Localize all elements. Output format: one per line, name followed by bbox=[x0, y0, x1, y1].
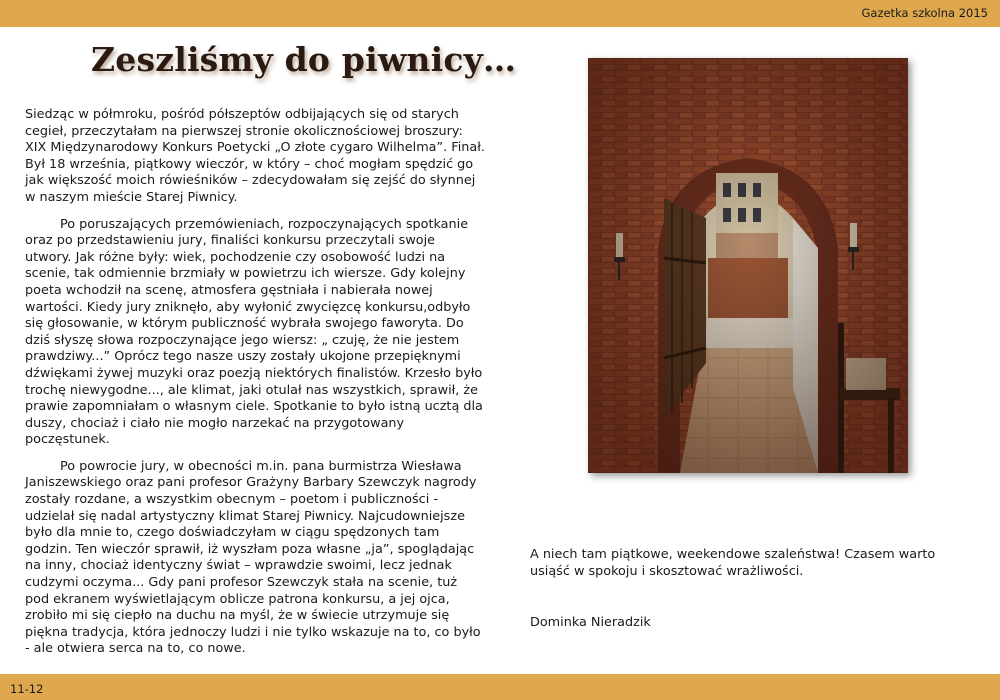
article-paragraph-3: Po powrocie jury, w obecności m.in. pana burmistrza Wiesława Janiszewskiego oraz pani profesor Grażyny Barbary Szewczyk nagrody zostały rozdane, a wszystkim obecnym – poetom i publiczności - udzielał się nadal artystyczny klimat Starej Piwnicy. Najcudowniejsze było dla mnie to, czego doświadczyłam w ciągu spędzonych tam godzin. Ten wieczór sprawił, iż wyszłam poza własne „ja”, spoglądając na inny, chociaż identyczny świat – wprawdzie swoimi, lecz jednak cudzymi oczyma... Gdy pani profesor Szewczyk stała na scenie, tuż pod ekranem wyświetlającym oblicze patrona konkursu, a jej ojca, zrobiło mi się ciepło na duchu na myśl, że w świecie utrzymuje się piękna tradycja, która jednoczy ludzi i nie tylko wskazuje na to, co było - ale otwiera serca na to, co nowe. bbox=[25, 458, 481, 657]
article-title: Zeszliśmy do piwnicy… bbox=[91, 40, 517, 79]
page-numbers: 11-12 bbox=[10, 682, 44, 696]
article-body bbox=[25, 107, 485, 668]
article-paragraph-2: Po poruszających przemówieniach, rozpoczynających spotkanie oraz po przedstawieniu jury, finaliści konkursu przeczytali swoje utwory. Jak różne były: wiek, pochodzenie czy osobowość ludzi na scenie, tak odmiennie brzmiały w powietrzu ich wiersze. Gdy kolejny poeta wchodził na scenę, atmosfera gęstniała i nabierała nowej wartości. Kiedy jury zniknęło, aby wyłonić zwycięzcę konkursu,odbyło się głosowanie, w którym publiczność wybrała swojego faworyta. Do dziś słyszę słowa rozpoczynające jego wiersz: „ czuję, że nie jestem prawdziwy...” Oprócz tego nasze uszy zostały ukojone przepięknymi dźwiękami żywej muzyki oraz poezją niektórych finalistów. Krzesło było trochę niewygodne..., ale klimat, jaki otulał nas wszystkich, sprawił, że prawie zapomniałam o własnym ciele. Spotkanie to było istną ucztą dla duszy, chociaż i ciało nie mogło narzekać na przygotowany poczęstunek. bbox=[25, 216, 483, 448]
cellar-photo bbox=[588, 58, 908, 473]
closing-paragraph: A niech tam piątkowe, weekendowe szaleństwa! Czasem warto usiąść w spokoju i skosztować wrażliwości. bbox=[530, 547, 936, 579]
publication-label: Gazetka szkolna 2015 bbox=[861, 6, 988, 20]
article-paragraph-1: Siedząc w półmroku, pośród półszeptów odbijających się od starych cegieł, przeczytałam na pierwszej stronie okolicznościowej broszury: XIX Międzynarodowy Konkurs Poetycki „O złote cygaro Wilhelma”. Finał. Był 18 września, piątkowy wieczór, w który – choć mogłam spędzić go jak większość moich rówieśników – zdecydowałam się zejść do słynnej w naszym mieście Starej Piwnicy. bbox=[25, 107, 485, 205]
header-bar bbox=[0, 0, 1000, 27]
author-name: Dominka Nieradzik bbox=[530, 615, 651, 630]
footer-bar bbox=[0, 674, 1000, 700]
